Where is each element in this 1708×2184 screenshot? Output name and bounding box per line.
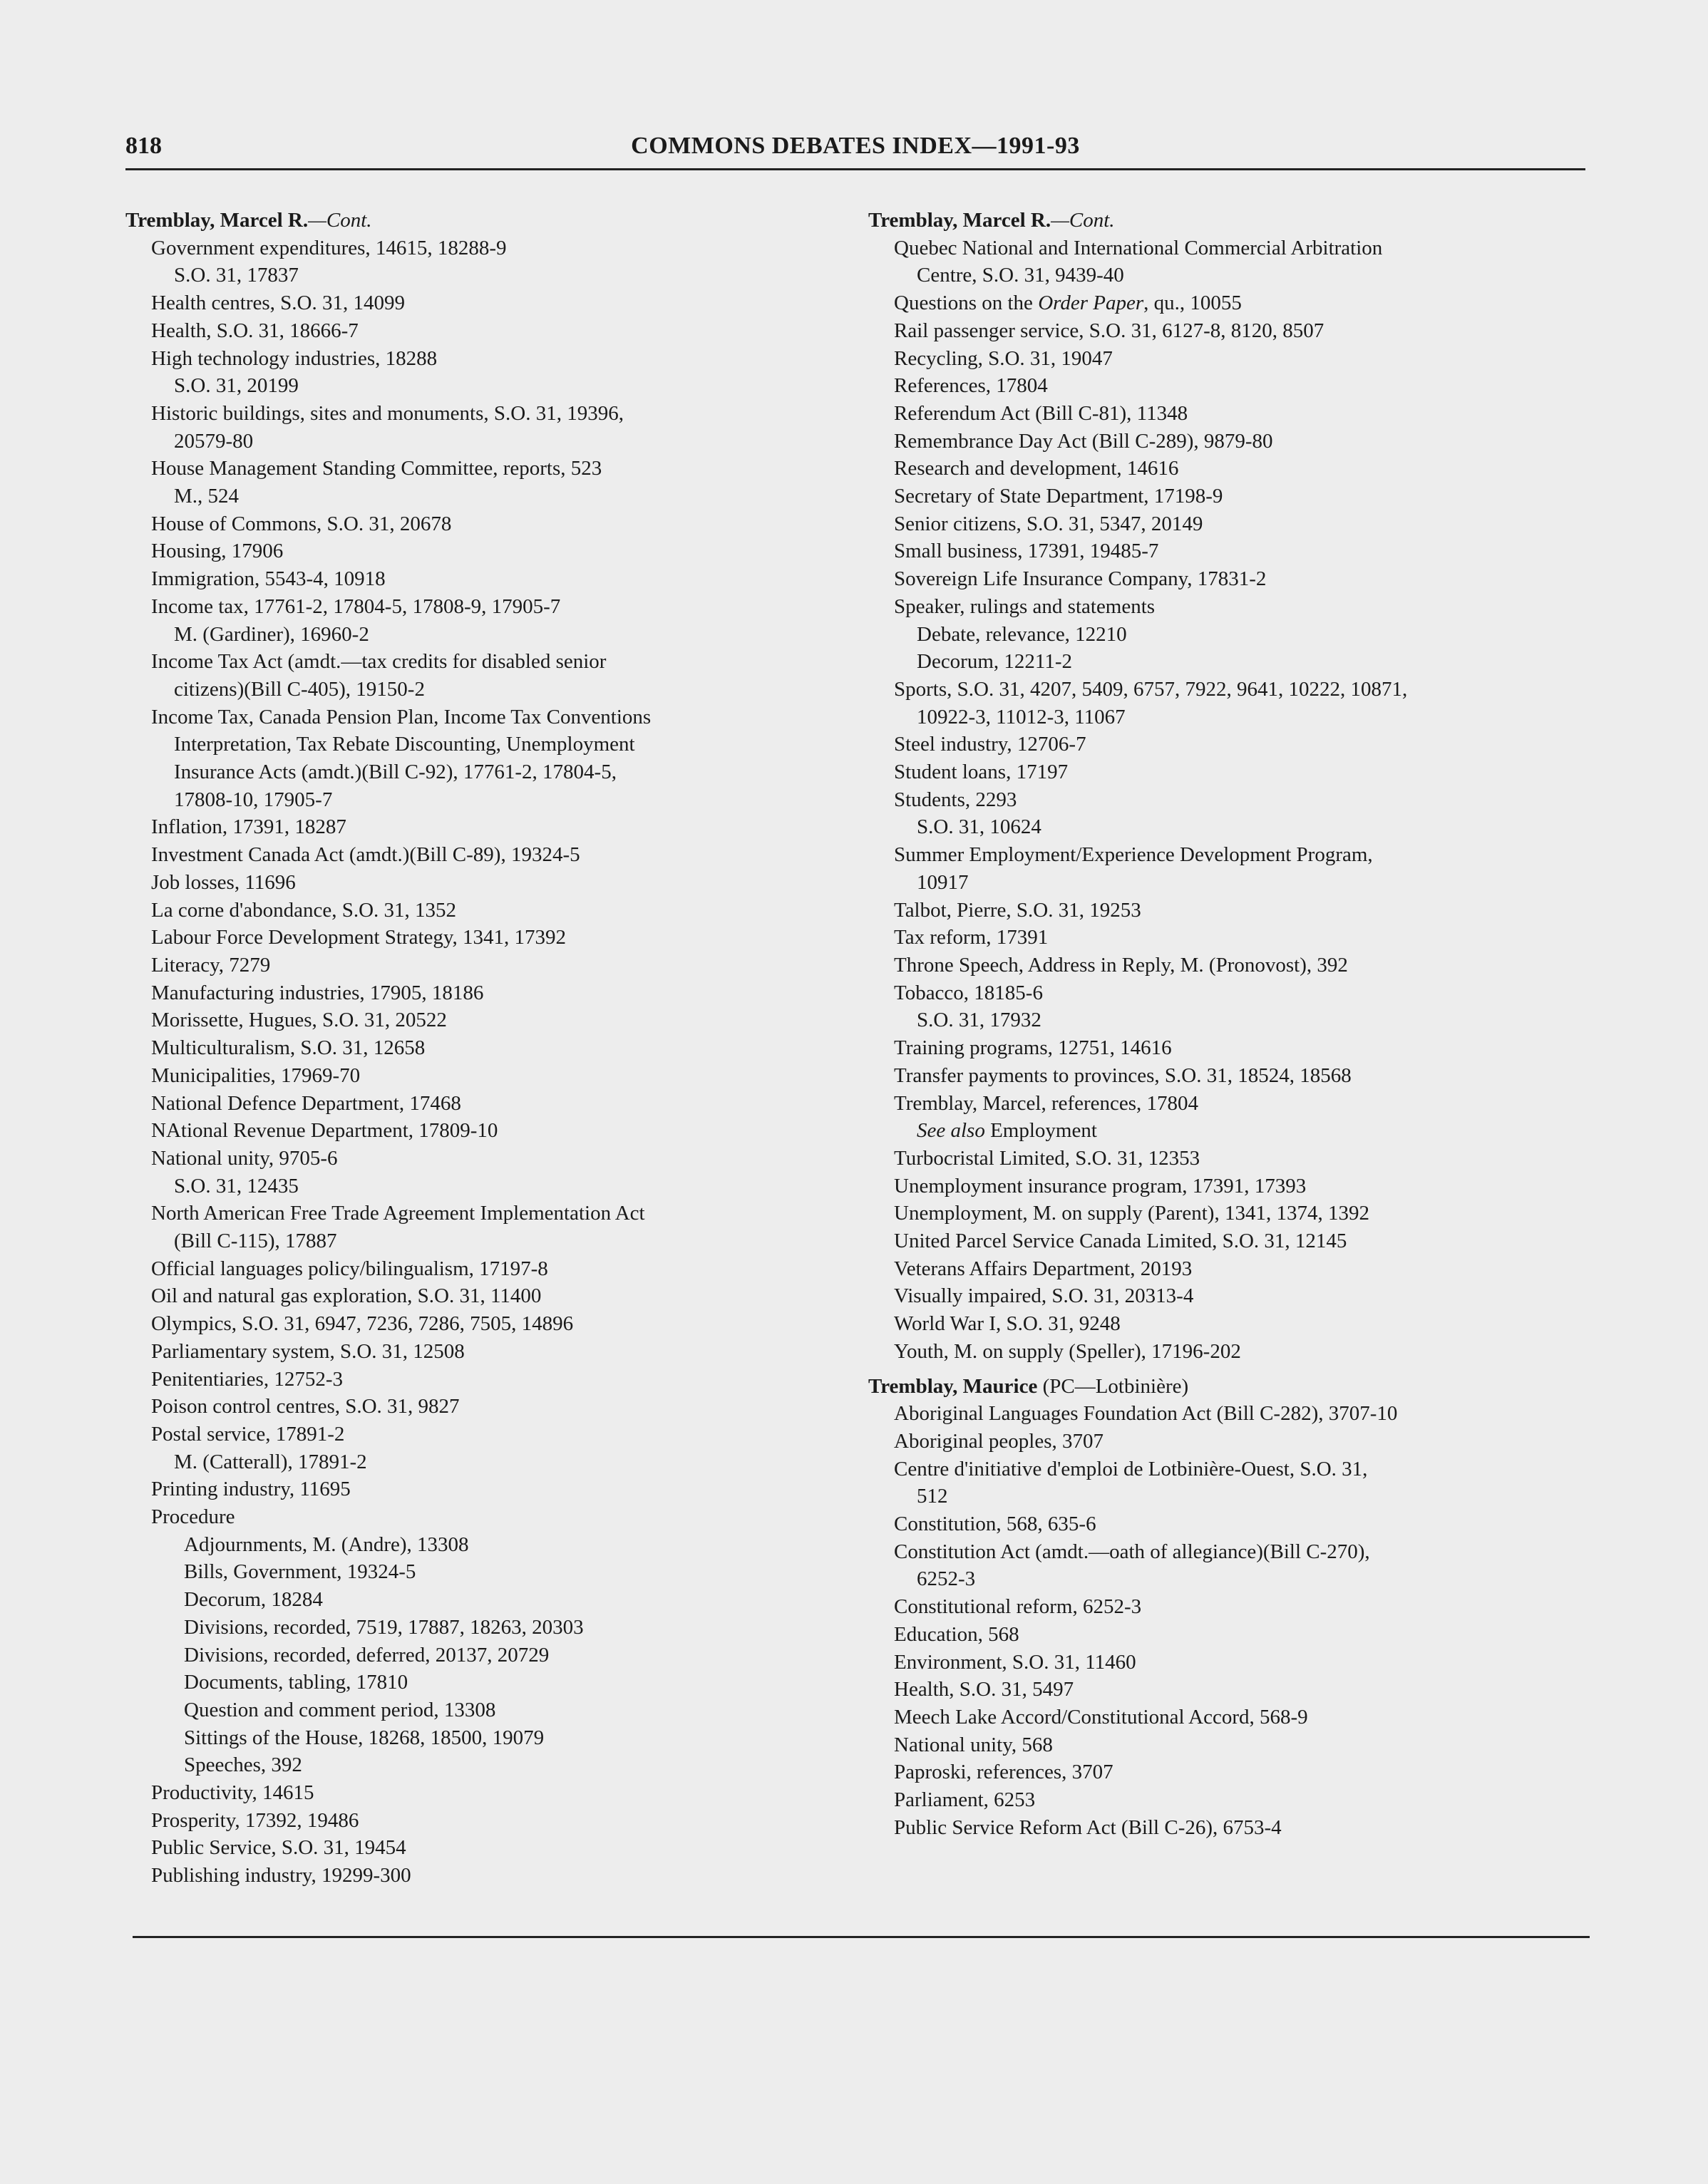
index-entry: Procedure [151, 1505, 235, 1529]
index-subentry: Question and comment period, 13308 [184, 1698, 496, 1721]
index-entry-continuation: 10917 [917, 870, 969, 894]
index-entry: Income Tax Act (amdt.—tax credits for disabled senior [151, 650, 607, 674]
index-entry: House Management Standing Committee, reports, 523 [151, 457, 602, 480]
index-entry: Oil and natural gas exploration, S.O. 31, 11400 [151, 1284, 542, 1308]
index-entry: Talbot, Pierre, S.O. 31, 19253 [894, 898, 1141, 922]
index-entry: Constitutional reform, 6252-3 [894, 1595, 1142, 1619]
index-entry: Multiculturalism, S.O. 31, 12658 [151, 1036, 426, 1060]
index-entry-continuation: 10922-3, 11012-3, 11067 [917, 705, 1126, 728]
index-entry: Turbocristal Limited, S.O. 31, 12353 [894, 1146, 1200, 1170]
index-entry: Environment, S.O. 31, 11460 [894, 1650, 1136, 1674]
index-entry: Training programs, 12751, 14616 [894, 1036, 1172, 1060]
index-heading: Tremblay, Maurice (PC—Lotbinière) [868, 1374, 1189, 1398]
index-subentry: Adjournments, M. (Andre), 13308 [184, 1533, 469, 1556]
index-entry: Housing, 17906 [151, 540, 284, 563]
index-subentry: S.O. 31, 17837 [174, 264, 299, 287]
index-entry: National unity, 9705-6 [151, 1146, 338, 1170]
index-entry: Income tax, 17761-2, 17804-5, 17808-9, 17905-7 [151, 594, 561, 618]
index-entry: NAtional Revenue Department, 17809-10 [151, 1119, 498, 1143]
index-entry: Throne Speech, Address in Reply, M. (Pronovost), 392 [894, 953, 1348, 977]
index-entry: Literacy, 7279 [151, 953, 271, 977]
index-entry-continuation: Insurance Acts (amdt.)(Bill C-92), 17761-2, 17804-5, [174, 761, 617, 784]
index-entry: Health, S.O. 31, 18666-7 [151, 319, 359, 342]
header-rule [125, 168, 1585, 170]
index-entry: Constitution, 568, 635-6 [894, 1513, 1096, 1536]
index-subentry: Decorum, 12211-2 [917, 650, 1072, 674]
index-subentry: M. (Gardiner), 16960-2 [174, 622, 369, 646]
index-subentry: Sittings of the House, 18268, 18500, 19079 [184, 1726, 545, 1749]
index-entry-continuation: 512 [917, 1485, 948, 1508]
index-entry: Public Service, S.O. 31, 19454 [151, 1836, 406, 1860]
index-entry: Recycling, S.O. 31, 19047 [894, 346, 1113, 370]
index-entry: Paproski, references, 3707 [894, 1761, 1113, 1784]
index-entry: Questions on the Order Paper, qu., 10055 [894, 292, 1242, 315]
index-column-right [868, 207, 1588, 1841]
index-entry: Steel industry, 12706-7 [894, 733, 1086, 756]
index-entry-continuation: Interpretation, Tax Rebate Discounting, Unemployment [174, 733, 635, 756]
index-subentry: Documents, tabling, 17810 [184, 1671, 408, 1694]
index-entry: Historic buildings, sites and monuments, S.O. 31, 19396, [151, 401, 624, 425]
index-entry: National unity, 568 [894, 1733, 1053, 1756]
index-entry: Aboriginal peoples, 3707 [894, 1429, 1103, 1453]
index-entry: Tax reform, 17391 [894, 926, 1049, 949]
index-entry-continuation: 17808-10, 17905-7 [174, 788, 333, 811]
index-entry: Referendum Act (Bill C-81), 11348 [894, 401, 1188, 425]
index-subentry: S.O. 31, 20199 [174, 374, 299, 398]
index-entry: World War I, S.O. 31, 9248 [894, 1312, 1121, 1336]
index-entry: La corne d'abondance, S.O. 31, 1352 [151, 898, 457, 922]
index-entry: Inflation, 17391, 18287 [151, 815, 346, 839]
see-also-reference: See also Employment [917, 1119, 1097, 1143]
index-entry: Printing industry, 11695 [151, 1478, 351, 1501]
index-entry: Small business, 17391, 19485-7 [894, 540, 1159, 563]
index-entry: Centre d'initiative d'emploi de Lotbinière-Ouest, S.O. 31, [894, 1457, 1368, 1480]
index-entry: Municipalities, 17969-70 [151, 1063, 361, 1087]
index-subentry: Bills, Government, 19324-5 [184, 1560, 416, 1584]
index-entry: References, 17804 [894, 374, 1048, 398]
index-entry: Job losses, 11696 [151, 870, 296, 894]
index-entry: North American Free Trade Agreement Implementation Act [151, 1202, 645, 1225]
index-entry: Research and development, 14616 [894, 457, 1179, 480]
index-entry: Unemployment insurance program, 17391, 17393 [894, 1174, 1307, 1197]
index-entry: Meech Lake Accord/Constitutional Accord, 568-9 [894, 1705, 1308, 1729]
index-entry: Postal service, 17891-2 [151, 1422, 345, 1446]
index-entry: United Parcel Service Canada Limited, S.O. 31, 12145 [894, 1230, 1347, 1253]
footer-rule [133, 1936, 1590, 1938]
index-entry: Education, 568 [894, 1622, 1019, 1646]
index-entry: Public Service Reform Act (Bill C-26), 6753-4 [894, 1815, 1282, 1839]
index-heading: Tremblay, Marcel R.—Cont. [125, 209, 372, 232]
index-entry: Student loans, 17197 [894, 761, 1069, 784]
index-entry: Veterans Affairs Department, 20193 [894, 1257, 1193, 1280]
index-entry: Aboriginal Languages Foundation Act (Bill C-282), 3707-10 [894, 1402, 1398, 1426]
index-entry: Sports, S.O. 31, 4207, 5409, 6757, 7922, 9641, 10222, 10871, [894, 677, 1408, 701]
index-heading: Tremblay, Marcel R.—Cont. [868, 209, 1115, 232]
index-subentry: Divisions, recorded, deferred, 20137, 20729 [184, 1643, 550, 1667]
index-entry: Secretary of State Department, 17198-9 [894, 485, 1223, 508]
index-entry: Manufacturing industries, 17905, 18186 [151, 981, 484, 1004]
index-entry: Tobacco, 18185-6 [894, 981, 1043, 1004]
index-subentry: S.O. 31, 12435 [174, 1174, 299, 1197]
page-title: COMMONS DEBATES INDEX—1991-93 [631, 133, 1080, 159]
index-entry: Labour Force Development Strategy, 1341, 17392 [151, 926, 567, 949]
index-entry: Transfer payments to provinces, S.O. 31, 18524, 18568 [894, 1063, 1352, 1087]
index-entry: Visually impaired, S.O. 31, 20313-4 [894, 1284, 1194, 1308]
index-entry: Morissette, Hugues, S.O. 31, 20522 [151, 1009, 447, 1032]
index-entry-continuation: (Bill C-115), 17887 [174, 1230, 337, 1253]
index-entry-continuation: Centre, S.O. 31, 9439-40 [917, 264, 1124, 287]
index-subentry: S.O. 31, 17932 [917, 1009, 1041, 1032]
index-entry: Publishing industry, 19299-300 [151, 1864, 411, 1887]
index-entry: Rail passenger service, S.O. 31, 6127-8, 8120, 8507 [894, 319, 1324, 342]
page-number: 818 [125, 133, 162, 159]
index-entry-continuation: 6252-3 [917, 1567, 976, 1591]
index-entry: Immigration, 5543-4, 10918 [151, 567, 386, 591]
index-entry: House of Commons, S.O. 31, 20678 [151, 512, 452, 535]
index-entry: National Defence Department, 17468 [151, 1091, 461, 1115]
index-entry: Senior citizens, S.O. 31, 5347, 20149 [894, 512, 1203, 535]
page-header [125, 133, 1585, 170]
index-entry: Income Tax, Canada Pension Plan, Income Tax Conventions [151, 705, 652, 728]
index-entry: Investment Canada Act (amdt.)(Bill C-89), 19324-5 [151, 843, 580, 867]
index-entry-continuation: citizens)(Bill C-405), 19150-2 [174, 677, 425, 701]
index-entry: Parliamentary system, S.O. 31, 12508 [151, 1339, 465, 1363]
index-entry: Health, S.O. 31, 5497 [894, 1678, 1074, 1701]
index-subentry: Debate, relevance, 12210 [917, 622, 1127, 646]
index-entry: Government expenditures, 14615, 18288-9 [151, 236, 507, 259]
index-entry: Official languages policy/bilingualism, 17197-8 [151, 1257, 548, 1280]
index-entry: Olympics, S.O. 31, 6947, 7236, 7286, 7505, 14896 [151, 1312, 574, 1336]
index-entry: Tremblay, Marcel, references, 17804 [894, 1091, 1199, 1115]
index-entry: Penitentiaries, 12752-3 [151, 1367, 344, 1391]
index-entry: Constitution Act (amdt.—oath of allegiance)(Bill C-270), [894, 1540, 1370, 1563]
index-entry: Quebec National and International Commercial Arbitration [894, 236, 1383, 259]
index-entry: Poison control centres, S.O. 31, 9827 [151, 1395, 460, 1418]
index-entry: Summer Employment/Experience Development Program, [894, 843, 1373, 867]
index-entry: Remembrance Day Act (Bill C-289), 9879-80 [894, 429, 1273, 453]
index-entry: Unemployment, M. on supply (Parent), 1341, 1374, 1392 [894, 1202, 1369, 1225]
index-entry: Youth, M. on supply (Speller), 17196-202 [894, 1339, 1241, 1363]
index-entry: Health centres, S.O. 31, 14099 [151, 292, 405, 315]
index-subentry: Decorum, 18284 [184, 1588, 323, 1612]
index-subentry: Divisions, recorded, 7519, 17887, 18263, 20303 [184, 1615, 584, 1639]
index-entry: High technology industries, 18288 [151, 346, 438, 370]
index-entry: Speaker, rulings and statements [894, 594, 1156, 618]
index-subentry: M., 524 [174, 485, 240, 508]
index-subentry: S.O. 31, 10624 [917, 815, 1041, 839]
index-subentry: M. (Catterall), 17891-2 [174, 1450, 367, 1473]
index-entry: Prosperity, 17392, 19486 [151, 1808, 359, 1832]
index-column-left [125, 207, 831, 1890]
index-entry: Sovereign Life Insurance Company, 17831-2 [894, 567, 1267, 591]
index-entry: Parliament, 6253 [894, 1788, 1036, 1812]
index-entry-continuation: 20579-80 [174, 429, 254, 453]
index-entry: Students, 2293 [894, 788, 1017, 811]
index-subentry: Speeches, 392 [184, 1753, 302, 1777]
index-entry: Productivity, 14615 [151, 1781, 314, 1805]
